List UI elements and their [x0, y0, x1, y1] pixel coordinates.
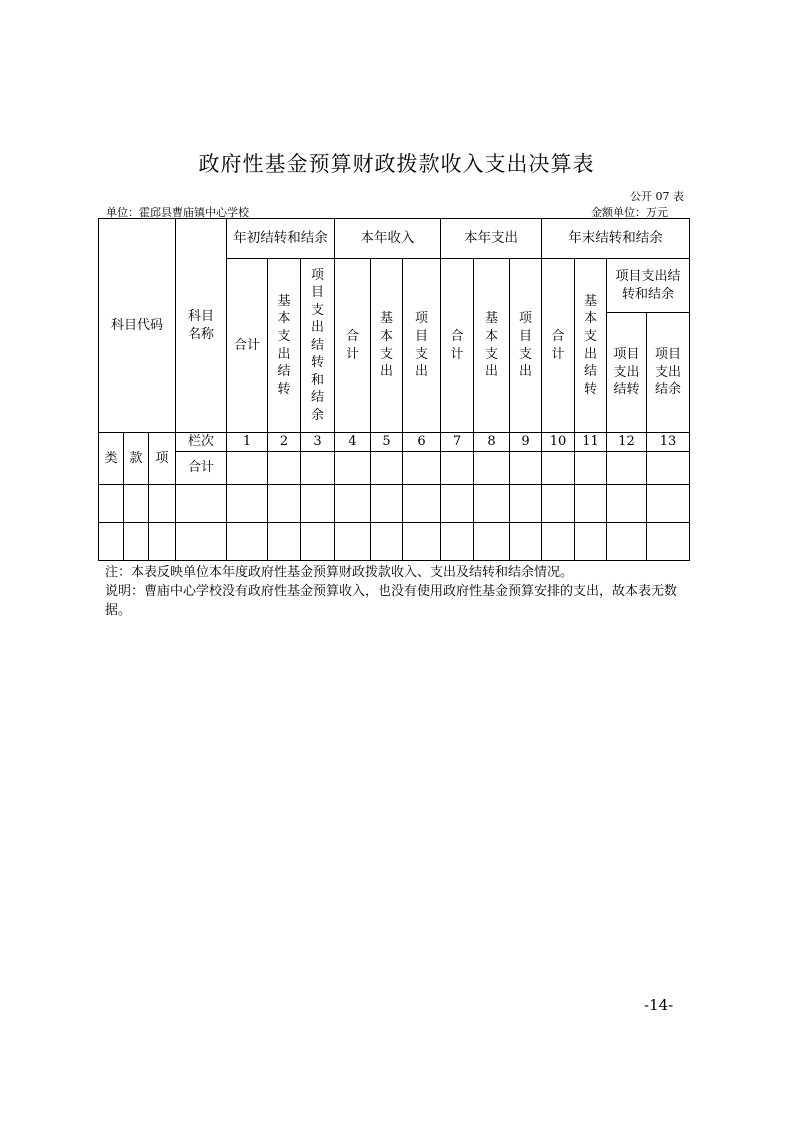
header-current-expense: 本年支出: [441, 219, 542, 259]
form-number: 公开 07 表: [630, 190, 684, 203]
column-number-2: 2: [268, 433, 301, 452]
table-cell: [371, 485, 403, 523]
table-cell: [575, 485, 607, 523]
column-number-13: 13: [647, 433, 690, 452]
header-current-income: 本年收入: [335, 219, 441, 259]
table-cell: [542, 523, 575, 561]
header-subject-name: 科目名称: [176, 219, 227, 433]
page-number: -14-: [644, 996, 674, 1014]
column-index-label: 栏次: [176, 433, 227, 452]
table-cell: [99, 523, 124, 561]
header-expense-total: 合计: [441, 259, 474, 433]
header-income-project: 项目支出: [403, 259, 441, 433]
column-number-8: 8: [474, 433, 510, 452]
header-end-total: 合计: [542, 259, 575, 433]
note-text: 注：本表反映单位本年度政府性基金预算财政拨款收入、支出及结转和结余情况。: [105, 565, 574, 580]
table-row: [99, 523, 690, 561]
table-cell: [542, 452, 575, 485]
table-cell: [301, 523, 335, 561]
sum-row: [99, 452, 690, 485]
table-cell: [335, 485, 371, 523]
table-cell: [474, 485, 510, 523]
header-end-project-carryover: 项目支出结转: [607, 313, 647, 433]
table-cell: [371, 452, 403, 485]
header-begin-project-balance: 项目支出结转和结余: [301, 259, 335, 433]
table-row: [99, 485, 690, 523]
table-cell: [176, 485, 227, 523]
header-end-project-surplus: 项目支出结余: [647, 313, 690, 433]
table-cell: [268, 452, 301, 485]
table-cell: [335, 452, 371, 485]
table-cell: [474, 452, 510, 485]
table-cell: [227, 485, 268, 523]
table-cell: [647, 523, 690, 561]
table-cell: [542, 485, 575, 523]
table-cell: [441, 523, 474, 561]
table-cell: [371, 523, 403, 561]
amount-unit-label: 金额单位：万元: [591, 206, 668, 219]
table-cell: [227, 452, 268, 485]
column-number-12: 12: [607, 433, 647, 452]
header-income-basic: 基本支出: [371, 259, 403, 433]
document-title: 政府性基金预算财政拨款收入支出决算表: [198, 152, 595, 176]
table-cell: [607, 523, 647, 561]
header-end-balance: 年末结转和结余: [542, 219, 690, 259]
table-cell: [441, 485, 474, 523]
header-item: 项: [149, 433, 176, 485]
column-number-7: 7: [441, 433, 474, 452]
header-begin-balance: 年初结转和结余: [227, 219, 335, 259]
column-number-9: 9: [510, 433, 542, 452]
table-cell: [607, 452, 647, 485]
column-number-11: 11: [575, 433, 607, 452]
explanation-text: 说明：曹庙中心学校没有政府性基金预算收入，也没有使用政府性基金预算安排的支出，故本表无数据。: [105, 584, 678, 618]
table-cell: [474, 523, 510, 561]
table-cell: [99, 485, 124, 523]
table-cell: [441, 452, 474, 485]
table-cell: [149, 485, 176, 523]
table-cell: [575, 452, 607, 485]
table-cell: [403, 452, 441, 485]
table-cell: [124, 523, 149, 561]
sum-row-label: 合计: [176, 452, 227, 485]
budget-table: [98, 218, 690, 561]
notes: [105, 563, 691, 620]
header-end-project-balance: 项目支出结转和结余: [607, 259, 690, 313]
header-end-basic-carryover: 基本支出结转: [575, 259, 607, 433]
header-expense-basic: 基本支出: [474, 259, 510, 433]
table-cell: [268, 523, 301, 561]
column-number-4: 4: [335, 433, 371, 452]
table-cell: [335, 523, 371, 561]
table-cell: [647, 485, 690, 523]
table-cell: [403, 523, 441, 561]
header-subject-code: 科目代码: [99, 219, 176, 433]
header-begin-basic-carryover: 基本支出结转: [268, 259, 301, 433]
column-number-5: 5: [371, 433, 403, 452]
column-number-10: 10: [542, 433, 575, 452]
header-income-total: 合计: [335, 259, 371, 433]
column-number-1: 1: [227, 433, 268, 452]
table-cell: [301, 485, 335, 523]
table-cell: [227, 523, 268, 561]
table-cell: [301, 452, 335, 485]
table-cell: [124, 485, 149, 523]
table-cell: [510, 523, 542, 561]
table-cell: [268, 485, 301, 523]
header-expense-project: 项目支出: [510, 259, 542, 433]
header-category: 类: [99, 433, 124, 485]
header-begin-total: 合计: [227, 259, 268, 433]
header-section: 款: [124, 433, 149, 485]
table-cell: [510, 452, 542, 485]
table-cell: [607, 485, 647, 523]
column-number-3: 3: [301, 433, 335, 452]
unit-label: 单位：霍邱县曹庙镇中心学校: [106, 206, 249, 219]
table-cell: [575, 523, 607, 561]
table-cell: [510, 485, 542, 523]
column-number-6: 6: [403, 433, 441, 452]
table-cell: [176, 523, 227, 561]
table-cell: [403, 485, 441, 523]
table-cell: [647, 452, 690, 485]
table-cell: [149, 523, 176, 561]
